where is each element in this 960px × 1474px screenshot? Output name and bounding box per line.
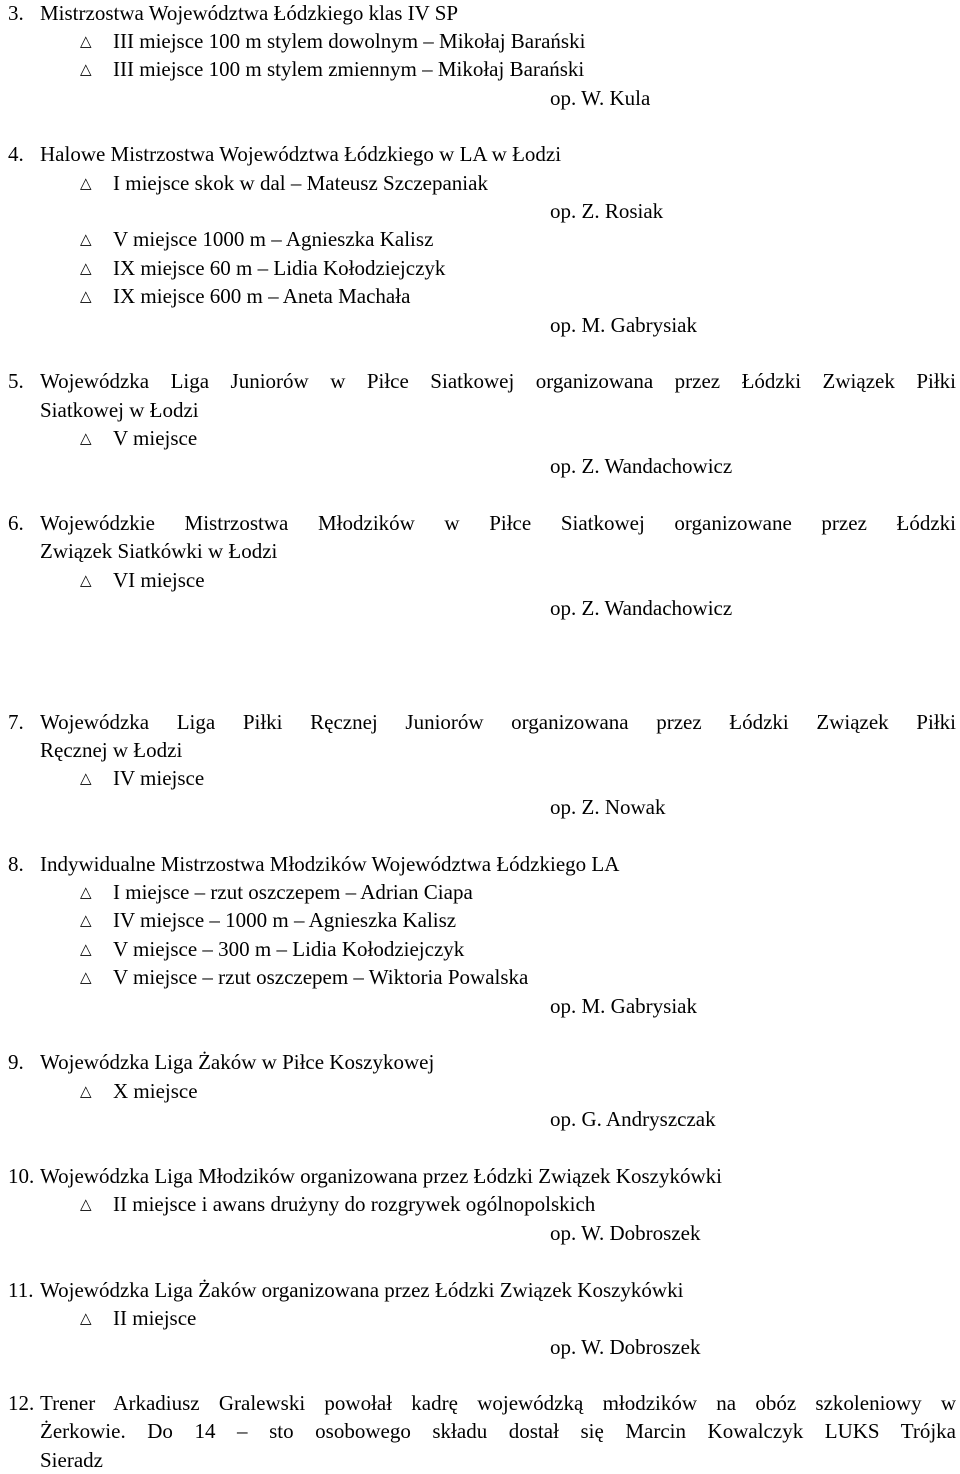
triangle-bullet-icon: △ (80, 911, 92, 929)
section-title: Wojewódzka Liga Żaków organizowana przez Łódzki Związek Koszykówki (40, 1278, 684, 1302)
triangle-bullet-icon: △ (80, 883, 92, 901)
coach-name: op. W. Dobroszek (550, 1221, 701, 1245)
section-title: Wojewódzka Liga Żaków w Piłce Koszykowej (40, 1050, 435, 1074)
section-title-continued: Związek Siatkówki w Łodzi (40, 539, 278, 563)
result-item: I miejsce – rzut oszczepem – Adrian Ciapa (113, 880, 473, 904)
coach-name: op. M. Gabrysiak (550, 313, 697, 337)
result-item: VI miejsce (113, 568, 205, 592)
coach-name: op. G. Andryszczak (550, 1107, 716, 1131)
coach-name: op. Z. Nowak (550, 795, 666, 819)
section-number: 11. (8, 1278, 34, 1302)
section-title: Wojewódzkie Mistrzostwa Młodzików w Piłce Siatkowej organizowane przez Łódzki (40, 511, 956, 535)
section-number: 3. (8, 1, 24, 25)
triangle-bullet-icon: △ (80, 174, 92, 192)
result-item: V miejsce – 300 m – Lidia Kołodziejczyk (113, 937, 465, 961)
coach-name: op. Z. Wandachowicz (550, 596, 733, 620)
triangle-bullet-icon: △ (80, 940, 92, 958)
triangle-bullet-icon: △ (80, 1195, 92, 1213)
result-item: V miejsce – rzut oszczepem – Wiktoria Powalska (113, 965, 529, 989)
coach-name: op. W. Dobroszek (550, 1335, 701, 1359)
section-number: 6. (8, 511, 24, 535)
result-item: III miejsce 100 m stylem zmiennym – Mikołaj Barański (113, 57, 585, 81)
triangle-bullet-icon: △ (80, 259, 92, 277)
triangle-bullet-icon: △ (80, 32, 92, 50)
result-item: V miejsce 1000 m – Agnieszka Kalisz (113, 227, 434, 251)
result-item: IX miejsce 600 m – Aneta Machała (113, 284, 411, 308)
coach-name: op. Z. Rosiak (550, 199, 664, 223)
section-number: 9. (8, 1050, 24, 1074)
triangle-bullet-icon: △ (80, 1309, 92, 1327)
result-item: II miejsce (113, 1306, 197, 1330)
triangle-bullet-icon: △ (80, 429, 92, 447)
triangle-bullet-icon: △ (80, 769, 92, 787)
section-number: 8. (8, 852, 24, 876)
result-item: IV miejsce – 1000 m – Agnieszka Kalisz (113, 908, 457, 932)
coach-name: op. M. Gabrysiak (550, 994, 697, 1018)
section-paragraph-continued: Sieradz (40, 1448, 103, 1472)
result-item: X miejsce (113, 1079, 198, 1103)
coach-name: op. W. Kula (550, 86, 651, 110)
section-paragraph-continued: Żerkowie. Do 14 – sto osobowego składu dostał się Marcin Kowalczyk LUKS Trójka (40, 1419, 956, 1443)
section-title: Halowe Mistrzostwa Województwa Łódzkiego w LA w Łodzi (40, 142, 562, 166)
section-title: Wojewódzka Liga Młodzików organizowana przez Łódzki Związek Koszykówki (40, 1164, 722, 1188)
section-number: 5. (8, 369, 24, 393)
triangle-bullet-icon: △ (80, 968, 92, 986)
section-paragraph: Trener Arkadiusz Gralewski powołał kadrę wojewódzką młodzików na obóz szkoleniowy w (40, 1391, 956, 1415)
section-number: 10. (8, 1164, 35, 1188)
result-item: V miejsce (113, 426, 198, 450)
section-number: 4. (8, 142, 24, 166)
result-item: II miejsce i awans drużyny do rozgrywek ogólnopolskich (113, 1192, 596, 1216)
section-title-continued: Ręcznej w Łodzi (40, 738, 183, 762)
result-item: I miejsce skok w dal – Mateusz Szczepaniak (113, 171, 488, 195)
section-number: 7. (8, 710, 24, 734)
coach-name: op. Z. Wandachowicz (550, 454, 733, 478)
result-item: IX miejsce 60 m – Lidia Kołodziejczyk (113, 256, 446, 280)
result-item: IV miejsce (113, 766, 205, 790)
section-title: Indywidualne Mistrzostwa Młodzików Województwa Łódzkiego LA (40, 852, 620, 876)
triangle-bullet-icon: △ (80, 287, 92, 305)
triangle-bullet-icon: △ (80, 571, 92, 589)
section-number: 12. (8, 1391, 35, 1415)
triangle-bullet-icon: △ (80, 1082, 92, 1100)
section-title: Wojewódzka Liga Piłki Ręcznej Juniorów organizowana przez Łódzki Związek Piłki (40, 710, 956, 734)
result-item: III miejsce 100 m stylem dowolnym – Mikołaj Barański (113, 29, 586, 53)
section-title: Wojewódzka Liga Juniorów w Piłce Siatkowej organizowana przez Łódzki Związek Piłki (40, 369, 956, 393)
section-title-continued: Siatkowej w Łodzi (40, 398, 199, 422)
section-title: Mistrzostwa Województwa Łódzkiego klas IV SP (40, 1, 459, 25)
triangle-bullet-icon: △ (80, 230, 92, 248)
triangle-bullet-icon: △ (80, 60, 92, 78)
